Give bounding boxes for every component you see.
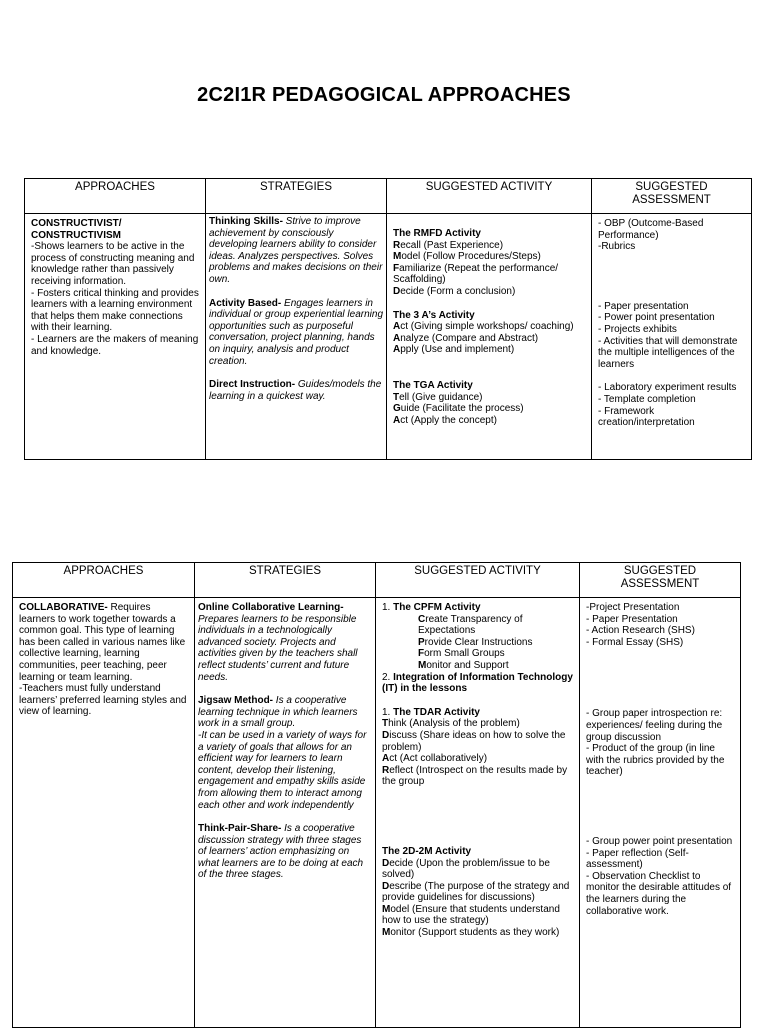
activity-item: Form Small Groups (418, 648, 505, 660)
assessment-item: - Paper reflection (Self-assessment) (586, 847, 689, 871)
strategy-online-collaborative: Online Collaborative Learning- Prepares learners to be responsible individuals in a technologically advanced society. Projects and activities given by the teachers shall reflect students’ current and future needs. (198, 602, 358, 683)
assessment-item: - Group power point presentation (586, 835, 733, 847)
activity-title: The 3 A’s Activity (393, 309, 475, 321)
page-title: 2C2I1R PEDAGOGICAL APPROACHES (197, 84, 571, 106)
header-activity: SUGGESTED ACTIVITY (376, 563, 580, 598)
activity-title: 1. The CPFM Activity (382, 602, 481, 613)
table-row (13, 598, 741, 1028)
activity-item: Monitor (Support students as they work) (382, 927, 560, 939)
activity-item: Reflect (Introspect on the results made by the group (382, 764, 568, 788)
assessment-cell (592, 214, 752, 460)
assessment-item: - Paper Presentation (586, 613, 678, 625)
assessment-item: - Paper presentation (598, 300, 689, 312)
approaches-table-1 (24, 178, 752, 460)
table-header-row (25, 179, 752, 214)
activity-item: Recall (Past Experience) (393, 239, 504, 251)
activity-item: Create Transparency of Expectations (418, 613, 523, 637)
activity-cell (387, 214, 592, 460)
strategies-cell (195, 598, 376, 1028)
strategies-cell (206, 214, 387, 460)
strategy-activity-based: Activity Based- Engages learners in individual or group experiential learning opportunities such as purposeful conversation, project planning, hands on inquiry, analysis and product creation. (209, 297, 383, 367)
activity-item: Act (Act collaboratively) (382, 753, 488, 765)
header-strategies: STRATEGIES (206, 179, 387, 214)
assessment-item: - Product of the group (in line with the rubrics provided by the teacher) (586, 743, 725, 778)
approach-line: -Shows learners to be active in the process of constructing meaning and knowledge rather than passively receiving information. (31, 241, 195, 287)
header-strategies: STRATEGIES (195, 563, 376, 598)
activity-item: Familiarize (Repeat the performance/ Scaffolding) (393, 262, 559, 286)
activity-item: Model (Ensure that students understand how to use the strategy) (382, 903, 560, 927)
activity-item: Tell (Give guidance) (393, 391, 483, 403)
assessment-item: - Action Research (SHS) (586, 625, 695, 637)
activity-item: Apply (Use and implement) (393, 344, 515, 356)
header-approaches: APPROACHES (25, 179, 206, 214)
activity-title: 2. Integration of Information Technology (IT) in the lessons (382, 671, 573, 695)
strategy-thinking-skills: Thinking Skills- Strive to improve achievement by consciously developing learners ability to consider ideas. Analyzes perspectives. Solves problems and makes decisions on their own. (209, 216, 383, 285)
header-assessment: SUGGESTED ASSESSMENT (580, 563, 741, 598)
table-header-row (13, 563, 741, 598)
header-approaches: APPROACHES (13, 563, 195, 598)
assessment-item: - Laboratory experiment results (598, 382, 737, 394)
activity-item: Guide (Facilitate the process) (393, 403, 524, 415)
activity-item: Provide Clear Instructions (418, 636, 533, 648)
approach-cell (25, 214, 206, 460)
activity-item: Think (Analysis of the problem) (382, 718, 520, 730)
approach-collaborative: COLLABORATIVE- Requires learners to work together towards a common goal. This type of learning has been called in various names like collective learning, learning communities, peer teaching, peer learning or team learning. (19, 602, 186, 683)
activity-title: 1. The TDAR Activity (382, 706, 480, 718)
assessment-item: - Projects exhibits (598, 323, 677, 335)
assessment-item: - Activities that will demonstrate the multiple intelligences of the learners (598, 335, 738, 370)
activity-item: Decide (Form a conclusion) (393, 285, 516, 297)
activity-cell (376, 598, 580, 1028)
assessment-item: - Group paper introspection re: experiences/ feeling during the group discussion (586, 708, 723, 743)
approaches-table-2 (12, 562, 741, 1028)
activity-title: The TGA Activity (393, 379, 473, 391)
activity-item: Analyze (Compare and Abstract) (393, 332, 539, 344)
activity-item: Discuss (Share ideas on how to solve the problem) (382, 729, 566, 753)
approach-line: - Fosters critical thinking and provides learners with a learning environment that helps them make connections with their learning. (31, 287, 199, 334)
header-activity: SUGGESTED ACTIVITY (387, 179, 592, 214)
assessment-item: - Template completion (598, 393, 696, 405)
strategy-jigsaw: Jigsaw Method- Is a cooperative learning technique in which learners work in a small group. -It can be used in a variety of ways for a variety of goals that allows for an efficient way for learners to learn content, develop their listening, engagement and empathy skills aside from allowing them to interact among each other and work independently (198, 695, 367, 811)
strategy-think-pair-share: Think-Pair-Share- Is a cooperative discussion strategy with three stages of learners’ action emphasizing on what learners are to be doing at each of the three stages. (198, 823, 364, 881)
strategy-direct-instruction: Direct Instruction- Guides/models the learning in a quickest way. (209, 379, 382, 402)
activity-item: Model (Follow Procedures/Steps) (393, 251, 541, 263)
activity-item: Describe (The purpose of the strategy and provide guidelines for discussions) (382, 880, 570, 904)
assessment-item: -Project Presentation (586, 602, 680, 613)
approach-title: CONSTRUCTIVIST/ CONSTRUCTIVISM (31, 218, 122, 241)
assessment-item: - Framework creation/interpretation (598, 405, 695, 429)
activity-title: The RMFD Activity (393, 228, 481, 239)
header-assessment: SUGGESTED ASSESSMENT (592, 179, 752, 214)
table-row (25, 214, 752, 460)
assessment-item: - Observation Checklist to monitor the desirable attitudes of the learners during the collaborative work. (586, 870, 732, 917)
activity-item: Monitor and Support (418, 659, 509, 671)
assessment-item: - Formal Essay (SHS) (586, 636, 684, 648)
assessment-item: - Power point presentation (598, 312, 715, 324)
assessment-cell (580, 598, 741, 1028)
assessment-item: -Rubrics (598, 241, 636, 253)
activity-item: Act (Giving simple workshops/ coaching) (393, 321, 574, 333)
activity-item: Act (Apply the concept) (393, 414, 497, 426)
approach-line: - Learners are the makers of meaning and knowledge. (31, 333, 199, 357)
activity-item: Decide (Upon the problem/issue to be solved) (382, 857, 550, 881)
approach-cell (13, 598, 195, 1028)
approach-line: -Teachers must fully understand learners’ preferred learning styles and view of learning. (19, 683, 187, 718)
activity-title: The 2D-2M Activity (382, 845, 472, 857)
assessment-item: - OBP (Outcome-Based Performance) (598, 218, 704, 241)
